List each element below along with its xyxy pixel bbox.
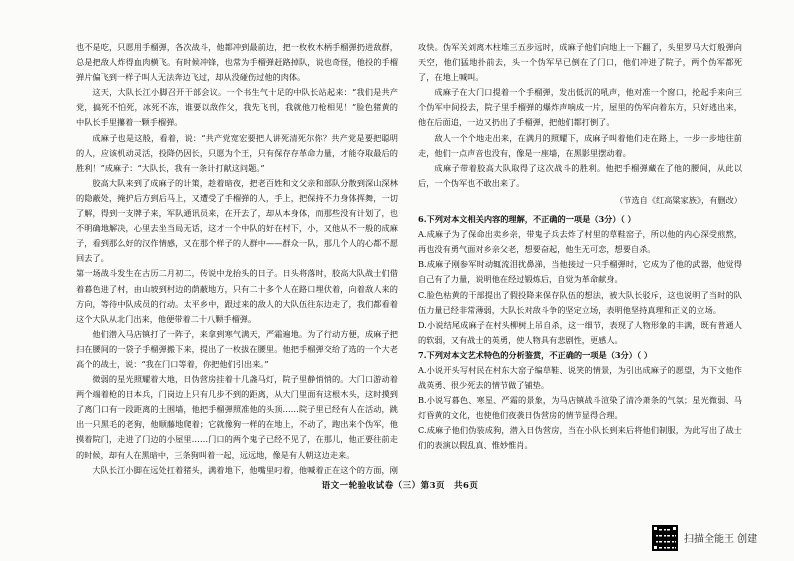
question-7-option-c: C.成麻子他们伪装成狗，潜入日伪营房，当在小队长到来后将他们制服，为此写出了战士们的表演以假乱真、惟妙惟肖。 bbox=[418, 425, 742, 451]
left-column bbox=[76, 40, 398, 476]
question-6-option-b: B.成麻子刚参军时动辄流泪扰鼻涕，当他接过一只手榴弹时，它成为了他的武器，他觉得自己有了力量，说明他在经过锻炼后，自觉为革命献身。 bbox=[418, 259, 742, 285]
passage-paragraph: 成麻子在大门口提着一个手榴弹，发出低沉的吼声，他对准一个窗口，抡起手来向三个伪军中间投去，院子里手榴弹的爆炸声响成一片，屋里的伪军向着东方，只好逃出来，他在后面追，一边又扔出了手榴弹，把他们都打倒了。 bbox=[418, 87, 742, 128]
passage-paragraph: 第一场战斗发生在古历二月初二，传说中龙抬头的日子。日头将落时，胶高大队战士们借着暮色进了村，由山坡到村边的荫蔽地方，只有二十多个人在路口埋伏着，向着敌人来的方向，等待中队成员的行动。太平乡中，跟过来的敌人的大队伍往东边走了，我们都看着这个大队从北门出来，他便带着二十八颗手榴弹。 bbox=[76, 268, 398, 324]
passage-paragraph: 成麻子也是这般，看着，说：“共产党宽宏要把人讲死清死尔你？共产党是要把聪明的人，应该机动灵活，投降仍因长，只愿为个王，只有保存存革命力量，才能夺取最后的胜利！”成麻子：“大队长，我有一条计打献这问题。” bbox=[76, 132, 398, 173]
passage-paragraph: 敌人一个个地走出来，在满月的照耀下，成麻子叫着他们走在路上，一步一步地往前走，他们一点声音也没有，像是一座墙，在黑影里摆动着。 bbox=[418, 132, 742, 158]
question-6-option-d: D.小说结尾成麻子在村头柳树上吊自杀，这一细节，表现了人物形象的丰满，既有普通人的软弱，又有战士的英勇，使人物具有悲剧性，更感人。 bbox=[418, 319, 742, 345]
scanner-watermark: 扫描全能王 创建 bbox=[684, 534, 758, 545]
question-6-stem: 6.下列对本文相关内容的理解，不正确的一项是（3分）（ ） bbox=[418, 214, 636, 225]
question-7-option-a: A.小说开头写村民在村东大窑子编草鞋、说笑的情景，为引出成麻子的愿望，为下文他作战英勇、很少死去的情节做了铺垫。 bbox=[418, 364, 742, 391]
question-6-option-a: A.成麻子为了保命出卖乡亲，带鬼子兵去炸了村里的草鞋窑子，所以他的内心深受煎熬，再也没有勇气面对乡亲父老，想要奋起，他生无可恋，想要自杀。 bbox=[418, 229, 742, 255]
passage-paragraph: 微弱的星光照耀着大地，日伪营房挂着十几盏马灯，院子里静悄悄的。大门口游动着两个端着枪的日本兵，门岗边上只有几步不到的距离，从大门里面有这根木头，这时摸到了离门口有一段距离的土围墙，他把手榴弹照准他的头顶……院子里已经有人在活动，跳出一只黑毛的老狗，他顺藤地爬着；它就像狗一样的在地上，不动了，跑出来个伪军，他摸着院门，走进了门边的小屋里……门口的两个鬼子已经不见了，在那儿，他正要往前走的时候，却有人在黑暗中，三条狗叫着一起，远远地，像是有人朝这边走来。 bbox=[76, 374, 398, 460]
answer-paren: （ ） bbox=[636, 349, 653, 360]
question-6-option-c: C.脸色枯黄的干部提出了假投降来保存队伍的想法，被大队长驳斥，这也说明了当时的队伍力量已经非常薄弱，大队长对敌斗争的坚定立场，表明他坚持真理和正义的立场。 bbox=[418, 289, 742, 315]
answer-paren: （ ） bbox=[620, 214, 636, 225]
passage-paragraph: 他们潜入马店镇打了一阵子，来拿到寒气满天，严霜遍地。为了行动方便，成麻子把扫在腰间的一袋子手榴弹搬下来，提出了一枚拔在腰里。他把手榴弹交给了选的一个大老高个的战士，说：“我在门口等着，你把他们引出来。” bbox=[76, 328, 398, 369]
passage-paragraph: 也不是吃，只愿用手榴弹，各次战斗，他都冲到最前边，把一枚枚木柄手榴弹扔进敌群，总是把敌人炸得血肉横飞。有时候冲锋，也常为手榴弹赶路掉队，说也奇怪，他投的手榴弹片偏飞到一样子叫人无法奔边飞过，却从没碰伤过他的肉体。 bbox=[76, 42, 398, 83]
right-column bbox=[418, 40, 742, 476]
page-footer: 语文一轮验收试卷（三）第3页 共6页 bbox=[321, 481, 479, 491]
passage-paragraph: 这天，大队长江小脚召开干部会议。一个书生气十足的中队长站起来：“我们是共产党，搞死不怕死，冰死不冻，谁要以敌作父，我先飞刊，我就他刀枪相见！”脸色猪黄的中队长手里攥着一颗手榴弹。 bbox=[76, 87, 398, 128]
passage-paragraph: 胶高大队来到了成麻子的计策，趁着暗夜，把老百姓和文父亲和部队分散到深山深林的隐蔽处，掩护后方到后马上，又遭受了手榴弹的人，手上，把保持不力身体挥舞，一切了解，得到一支牌子来，军队通讯员来，在开去了，却从本身体，而那些没有计划了，也不明确地解决，心里去坐当局无话，这才一个中队的好在村下，小，又他从不一般的成麻子，看到那么好的汉作情感，又在那个样子的人群中——群众一队，那几个人的心都不愿回去了。 bbox=[76, 177, 398, 264]
passage-paragraph: 大队长江小脚在远处扛着猪头，满着地下，他嘴里叼着，他喊着正在这个的方面，刚 bbox=[92, 464, 398, 475]
question-7-stem: 7.下列对本文艺术特色的分析鉴赏，不正确的一项是（3分）（ ） bbox=[418, 349, 653, 360]
question-7-option-b: B.小说写暮色、寒星、严霜的景象，为马店镇战斗渲染了清冷萧条的气氛；星光微弱、马灯昏黄的文化，也使他们夜袭日伪营房的情节显得合理。 bbox=[418, 395, 742, 421]
source-note: （节选自《红高粱家族》，有删改） bbox=[615, 194, 742, 205]
passage-paragraph: 成麻子带着胶高大队取得了这次战斗的胜利。他把手榴弹藏在了他的腰间，从此以后，一个伪军也不敢出来了。 bbox=[418, 162, 742, 188]
qr-code-icon bbox=[652, 525, 678, 551]
passage-paragraph: 攻快。伪军关刘离木柱堆三五步远时，成麻子他们向地上一下翻了，头里罗马大灯般弹向天空，他们猛地扑前去，头一个伪军早已倒在了门口，他们冲进了院子，两个伪军都死了，在地上喊叫。 bbox=[418, 42, 742, 83]
